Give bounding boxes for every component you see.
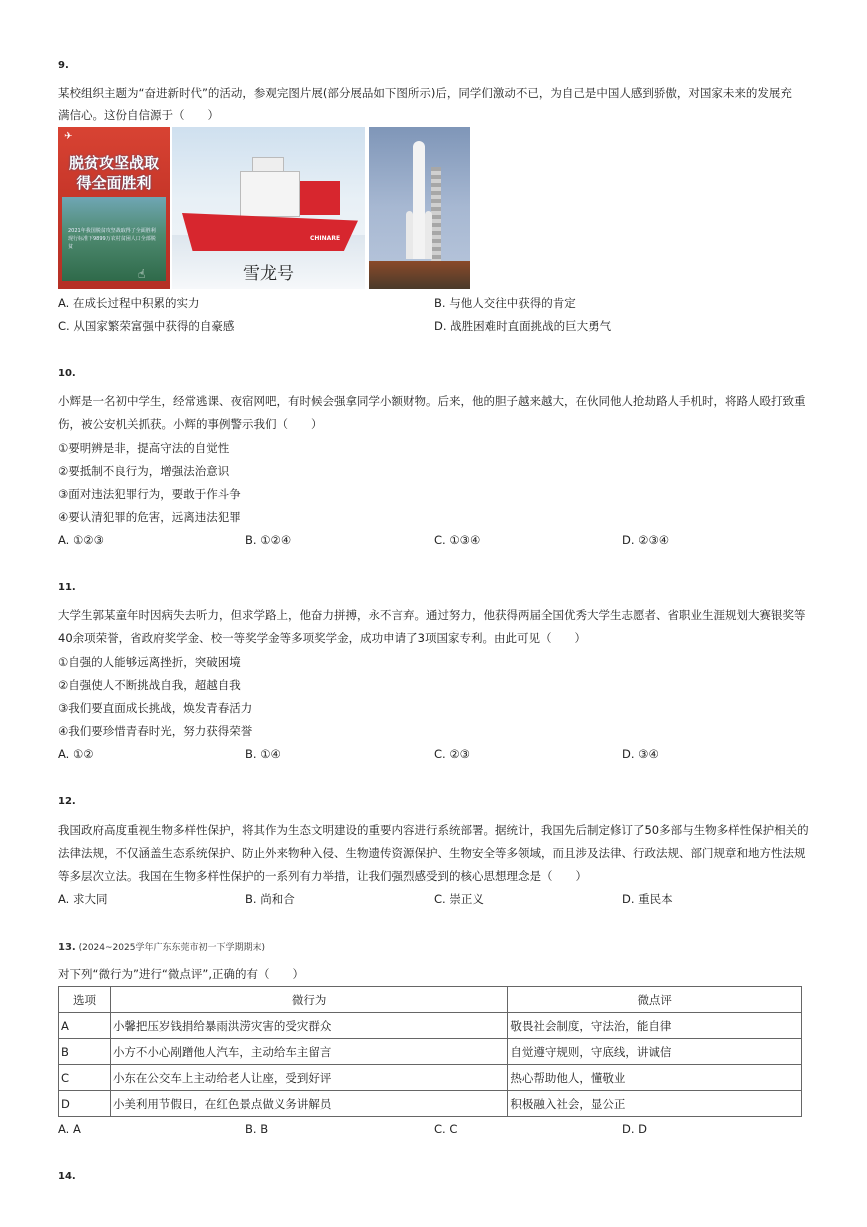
question-10-option-d[interactable]: D. ②③④ xyxy=(622,533,670,547)
table-row xyxy=(59,1065,802,1091)
question-12-stem-line-3: 等多层次立法。我国在生物多样性保护的一系列有力举措，让我们强烈感受到的核心思想理念是（ ） xyxy=(58,869,587,883)
question-13-number: 13. xyxy=(58,942,76,953)
table-cell-option: D xyxy=(59,1091,111,1117)
table-cell-comment: 敬畏社会制度，守法治，能自律 xyxy=(508,1013,802,1039)
question-10-option-c[interactable]: C. ①③④ xyxy=(434,533,481,547)
question-10-option-b[interactable]: B. ①②④ xyxy=(245,533,292,547)
question-11-stem-line-1: 大学生郭某童年时因病失去听力，但求学路上，他奋力拼搏，永不言弃。通过努力，他获得两届全国优秀大学生志愿者、省职业生涯规划大赛银奖等 xyxy=(58,608,806,622)
question-10-item-2: ②要抵制不良行为，增强法治意识 xyxy=(58,464,230,478)
question-13-table xyxy=(58,986,802,1117)
question-12-option-b[interactable]: B. 尚和合 xyxy=(245,892,295,906)
launch-tower xyxy=(431,167,441,261)
question-11-option-c[interactable]: C. ②③ xyxy=(434,747,470,761)
question-11-number: 11. xyxy=(58,582,76,593)
question-12-stem-line-2: 法律法规，不仅涵盖生态系统保护、防止外来物种入侵、生物遗传资源保护、生物安全等多领域，而且涉及法律、行政法规、部门规章和地方性法规 xyxy=(58,846,806,860)
poster-text: 2021年我国脱贫攻坚战取得了全面胜利现行标准下9899万农村贫困人口全部脱贫 xyxy=(68,228,156,250)
hand-pointer-icon: ☝ xyxy=(138,267,146,281)
table-header-behavior: 微行为 xyxy=(110,987,507,1013)
question-13-option-a[interactable]: A. A xyxy=(58,1122,81,1136)
question-10-item-1: ①要明辨是非，提高守法的自觉性 xyxy=(58,441,230,455)
question-13-header xyxy=(58,940,265,953)
question-11-item-3: ③我们要直面成长挑战，焕发青春活力 xyxy=(58,701,253,715)
question-12-number: 12. xyxy=(58,796,76,807)
question-9-number: 9. xyxy=(58,60,69,71)
question-11-item-4: ④我们要珍惜青春时光，努力获得荣誉 xyxy=(58,724,253,738)
poster-logo-icon: ✈ xyxy=(64,131,73,142)
question-12-option-d[interactable]: D. 重民本 xyxy=(622,892,673,906)
ship-caption: 雪龙号 xyxy=(243,264,294,284)
question-11-option-d[interactable]: D. ③④ xyxy=(622,747,659,761)
ship-superstructure xyxy=(240,171,300,217)
table-cell-option: C xyxy=(59,1065,111,1091)
question-13-option-d[interactable]: D. D xyxy=(622,1122,648,1136)
ship-hull xyxy=(182,213,358,251)
table-row xyxy=(59,1013,802,1039)
table-row xyxy=(59,1039,802,1065)
ship-hull-text: CHINARE xyxy=(310,235,341,242)
question-13-source: (2024~2025学年广东东莞市初一下学期期末) xyxy=(78,943,265,953)
question-9-stem-line-1: 某校组织主题为“奋进新时代”的活动，参观完图片展(部分展品如下图所示)后，同学们激动不已，为自己是中国人感到骄傲，对国家未来的发展充 xyxy=(58,86,792,100)
question-13-option-c[interactable]: C. C xyxy=(434,1122,458,1136)
question-10-number: 10. xyxy=(58,368,76,379)
table-header-option: 选项 xyxy=(59,987,111,1013)
table-cell-behavior: 小美利用节假日，在红色景点做义务讲解员 xyxy=(110,1091,507,1117)
launch-pad xyxy=(369,261,470,289)
question-12-option-a[interactable]: A. 求大同 xyxy=(58,892,108,906)
table-cell-behavior: 小馨把压岁钱捐给暴雨洪涝灾害的受灾群众 xyxy=(110,1013,507,1039)
table-cell-option: B xyxy=(59,1039,111,1065)
question-11-item-2: ②自强使人不断挑战自我，超越自我 xyxy=(58,678,241,692)
question-9-option-b[interactable]: B. 与他人交往中获得的肯定 xyxy=(434,296,576,310)
table-row xyxy=(59,1091,802,1117)
question-9-option-c[interactable]: C. 从国家繁荣富强中获得的自豪感 xyxy=(58,319,235,333)
table-cell-comment: 热心帮助他人，懂敬业 xyxy=(508,1065,802,1091)
question-13-option-b[interactable]: B. B xyxy=(245,1122,269,1136)
question-10-item-3: ③面对违法犯罪行为，要敢于作斗争 xyxy=(58,487,241,501)
table-cell-option: A xyxy=(59,1013,111,1039)
question-9-option-a[interactable]: A. 在成长过程中积累的实力 xyxy=(58,296,200,310)
table-cell-comment: 积极融入社会，显公正 xyxy=(508,1091,802,1117)
question-9-stem-line-2: 满信心。这份自信源于（ ） xyxy=(58,108,219,122)
question-10-item-4: ④要认清犯罪的危害，远离违法犯罪 xyxy=(58,510,241,524)
question-13-stem: 对下列“微行为”进行“微点评”,正确的有（ ） xyxy=(58,967,304,981)
rocket-launch-image xyxy=(369,127,470,289)
rocket-booster-right xyxy=(425,211,432,259)
xuelong-icebreaker-image xyxy=(172,127,365,289)
question-14-number: 14. xyxy=(58,1171,76,1182)
question-11-option-a[interactable]: A. ①② xyxy=(58,747,94,761)
table-cell-behavior: 小方不小心剐蹭他人汽车，主动给车主留言 xyxy=(110,1039,507,1065)
table-cell-comment: 自觉遵守规则，守底线，讲诚信 xyxy=(508,1039,802,1065)
table-header-row xyxy=(59,987,802,1013)
question-9-option-d[interactable]: D. 战胜困难时直面挑战的巨大勇气 xyxy=(434,319,612,333)
poverty-alleviation-poster-image xyxy=(58,127,170,289)
table-header-comment: 微点评 xyxy=(508,987,802,1013)
question-12-stem-line-1: 我国政府高度重视生物多样性保护，将其作为生态文明建设的重要内容进行系统部署。据统计，我国先后制定修订了50多部与生物多样性保护相关的 xyxy=(58,823,809,837)
question-12-option-c[interactable]: C. 崇正义 xyxy=(434,892,484,906)
rocket-booster-left xyxy=(406,211,413,259)
question-11-option-b[interactable]: B. ①④ xyxy=(245,747,281,761)
question-10-option-a[interactable]: A. ①②③ xyxy=(58,533,104,547)
question-10-stem-line-1: 小辉是一名初中学生，经常逃课、夜宿网吧，有时候会强拿同学小额财物。后来，他的胆子越来越大，在伙同他人抢劫路人手机时，将路人殴打致重 xyxy=(58,394,806,408)
question-10-stem-line-2: 伤，被公安机关抓获。小辉的事例警示我们（ ） xyxy=(58,417,323,431)
rocket-icon xyxy=(413,141,425,259)
table-cell-behavior: 小东在公交车上主动给老人让座，受到好评 xyxy=(110,1065,507,1091)
poster-title: 脱贫攻坚战取得全面胜利 xyxy=(68,154,159,192)
question-11-item-1: ①自强的人能够远离挫折，突破困境 xyxy=(58,655,241,669)
question-11-stem-line-2: 40余项荣誉，省政府奖学金、校一等奖学金等多项奖学金，成功申请了3项国家专利。由此可见（ ） xyxy=(58,631,586,645)
ship-crane xyxy=(300,181,340,215)
